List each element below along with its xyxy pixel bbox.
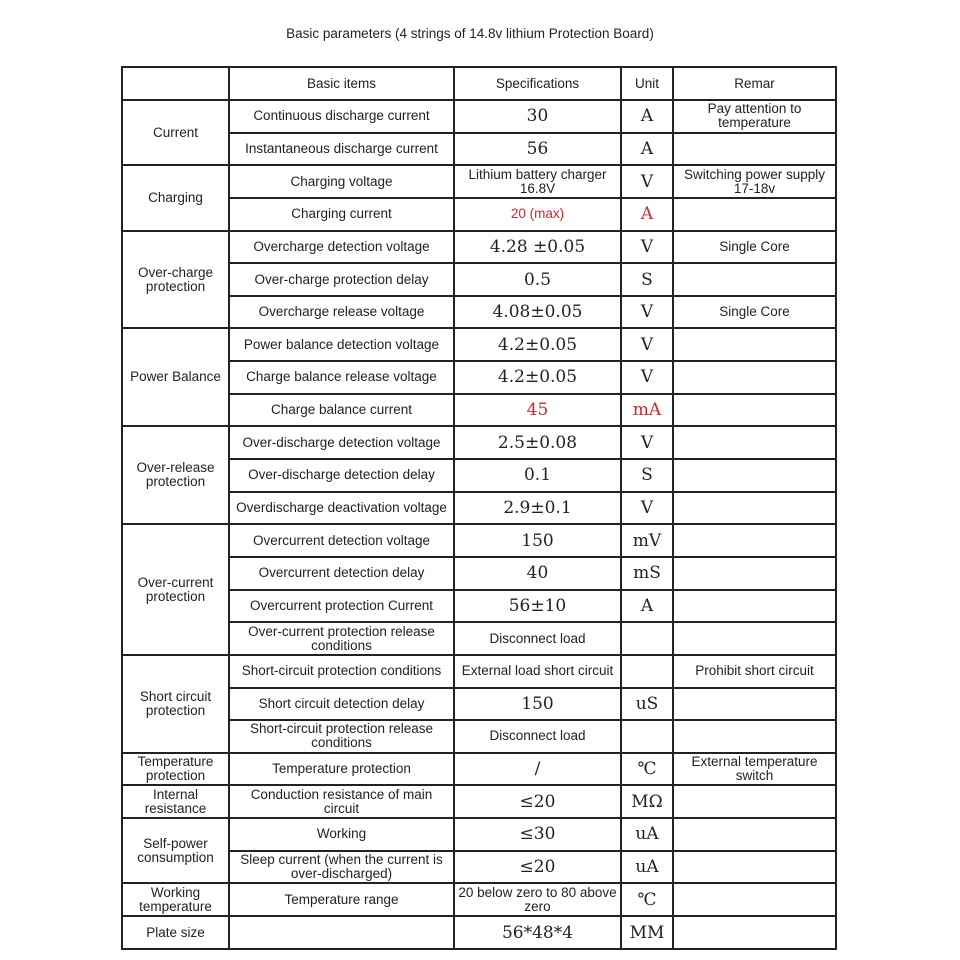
unit-cell: A [621,198,673,231]
remark-cell [673,590,836,623]
basic-item-cell: Overcurrent detection voltage [229,524,454,557]
unit-cell: ℃ [621,883,673,916]
specification-cell: 45 [454,394,621,427]
specification-cell: 0.1 [454,459,621,492]
remark-cell: Pay attention to temperature [673,100,836,133]
specification-cell: 20 (max) [454,198,621,231]
unit-cell [621,622,673,655]
table-row [122,459,836,492]
remark-cell: External temperature switch [673,753,836,786]
table-row [122,198,836,231]
table-row [122,426,836,459]
unit-cell: mS [621,557,673,590]
specification-cell: 150 [454,524,621,557]
basic-item-cell: Over-current protection release conditions [229,622,454,655]
table-row [122,655,836,688]
table-row [122,165,836,198]
remark-cell: Switching power supply 17-18v [673,165,836,198]
table-row [122,590,836,623]
unit-cell: MM [621,916,673,949]
basic-item-cell: Over-charge protection delay [229,263,454,296]
header-specifications: Specifications [454,67,621,100]
basic-item-cell: Short-circuit protection conditions [229,655,454,688]
table-header-row [122,67,836,100]
specification-cell: 56*48*4 [454,916,621,949]
group-label: Short circuit protection [122,655,229,753]
table-row [122,753,836,786]
basic-item-cell: Temperature range [229,883,454,916]
header-unit: Unit [621,67,673,100]
specification-cell: 56±10 [454,590,621,623]
specification-cell: 2.9±0.1 [454,492,621,525]
basic-item-cell: Temperature protection [229,753,454,786]
unit-cell: mV [621,524,673,557]
remark-cell [673,883,836,916]
unit-cell: A [621,133,673,166]
basic-item-cell: Over-discharge detection delay [229,459,454,492]
remark-cell [673,818,836,851]
specification-cell: 20 below zero to 80 above zero [454,883,621,916]
parameters-table [121,66,837,950]
basic-item-cell: Power balance detection voltage [229,328,454,361]
unit-cell: S [621,263,673,296]
basic-item-cell: Overcharge detection voltage [229,231,454,264]
group-label: Temperature protection [122,753,229,786]
table-row [122,916,836,949]
remark-cell [673,851,836,884]
table-row [122,328,836,361]
remark-cell [673,263,836,296]
unit-cell: V [621,328,673,361]
specification-cell: 0.5 [454,263,621,296]
table-row [122,231,836,264]
table-row [122,361,836,394]
group-label: Charging [122,165,229,230]
unit-cell: V [621,361,673,394]
basic-item-cell: Charge balance current [229,394,454,427]
basic-item-cell: Sleep current (when the current is over-discharged) [229,851,454,884]
table-row [122,720,836,753]
specification-cell: 40 [454,557,621,590]
basic-item-cell: Short circuit detection delay [229,688,454,721]
remark-cell: Prohibit short circuit [673,655,836,688]
remark-cell [673,133,836,166]
unit-cell: MΩ [621,785,673,818]
unit-cell: uS [621,688,673,721]
table-row [122,133,836,166]
group-label: Power Balance [122,328,229,426]
basic-item-cell: Overcharge release voltage [229,296,454,329]
header-remark: Remar [673,67,836,100]
basic-item-cell: Charge balance release voltage [229,361,454,394]
group-label: Plate size [122,916,229,949]
basic-item-cell: Continuous discharge current [229,100,454,133]
basic-item-cell: Conduction resistance of main circuit [229,785,454,818]
basic-item-cell: Overcurrent detection delay [229,557,454,590]
table-row [122,785,836,818]
basic-item-cell: Over-discharge detection voltage [229,426,454,459]
group-label: Self-power consumption [122,818,229,883]
group-label: Over-current protection [122,524,229,655]
header-category [122,67,229,100]
remark-cell [673,492,836,525]
page-title: Basic parameters (4 strings of 14.8v lithium Protection Board) [286,26,654,41]
remark-cell [673,198,836,231]
unit-cell: V [621,296,673,329]
specification-cell: ≤30 [454,818,621,851]
unit-cell: V [621,426,673,459]
remark-cell [673,622,836,655]
remark-cell [673,557,836,590]
specification-cell: 30 [454,100,621,133]
unit-cell: V [621,231,673,264]
remark-cell [673,459,836,492]
specification-cell: 2.5±0.08 [454,426,621,459]
specification-cell: / [454,753,621,786]
header-basic-items: Basic items [229,67,454,100]
table-row [122,557,836,590]
table-row [122,688,836,721]
specification-cell: 4.08±0.05 [454,296,621,329]
table-row [122,394,836,427]
basic-item-cell: Overdischarge deactivation voltage [229,492,454,525]
group-label: Working temperature [122,883,229,916]
specification-cell: 4.28 ±0.05 [454,231,621,264]
remark-cell [673,394,836,427]
table-row [122,492,836,525]
specification-cell: ≤20 [454,785,621,818]
unit-cell: A [621,100,673,133]
specification-cell: ≤20 [454,851,621,884]
specification-cell: 4.2±0.05 [454,361,621,394]
remark-cell [673,785,836,818]
unit-cell: mA [621,394,673,427]
table-body [122,100,836,949]
basic-item-cell: Short-circuit protection release conditions [229,720,454,753]
group-label: Over-charge protection [122,231,229,329]
specification-cell: 4.2±0.05 [454,328,621,361]
unit-cell: uA [621,851,673,884]
remark-cell [673,361,836,394]
table-row [122,622,836,655]
table-row [122,296,836,329]
table-row [122,851,836,884]
remark-cell: Single Core [673,296,836,329]
unit-cell: S [621,459,673,492]
basic-item-cell: Charging current [229,198,454,231]
unit-cell [621,720,673,753]
unit-cell [621,655,673,688]
table-row [122,100,836,133]
remark-cell [673,524,836,557]
remark-cell: Single Core [673,231,836,264]
table-row [122,883,836,916]
remark-cell [673,720,836,753]
specification-cell: 150 [454,688,621,721]
basic-item-cell: Instantaneous discharge current [229,133,454,166]
specification-cell: Disconnect load [454,720,621,753]
basic-item-cell: Charging voltage [229,165,454,198]
basic-item-cell: Working [229,818,454,851]
unit-cell: uA [621,818,673,851]
remark-cell [673,916,836,949]
unit-cell: A [621,590,673,623]
specification-cell: External load short circuit [454,655,621,688]
remark-cell [673,328,836,361]
basic-item-cell: Overcurrent protection Current [229,590,454,623]
table-row [122,263,836,296]
remark-cell [673,688,836,721]
unit-cell: ℃ [621,753,673,786]
specification-cell: Lithium battery charger 16.8V [454,165,621,198]
specification-cell: Disconnect load [454,622,621,655]
unit-cell: V [621,165,673,198]
group-label: Current [122,100,229,165]
group-label: Internal resistance [122,785,229,818]
specification-cell: 56 [454,133,621,166]
group-label: Over-release protection [122,426,229,524]
unit-cell: V [621,492,673,525]
basic-item-cell [229,916,454,949]
remark-cell [673,426,836,459]
table-row [122,818,836,851]
table-row [122,524,836,557]
